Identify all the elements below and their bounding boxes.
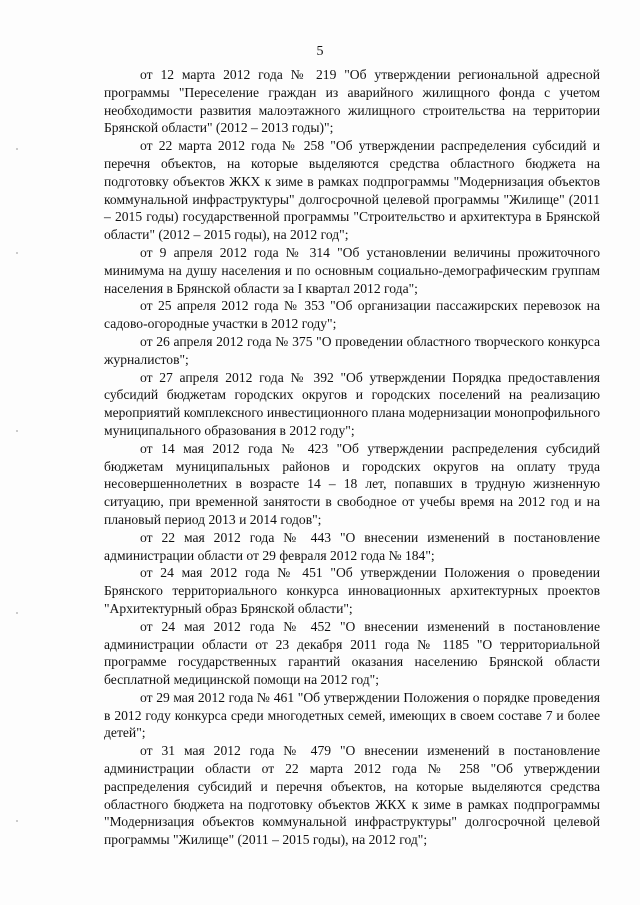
paragraph-decree-461: от 29 мая 2012 года № 461 "Об утверждении Положения о порядке проведения в 2012 году конкурса среди многодетных семей, имеющих в своем составе 7 и более детей"; — [104, 689, 600, 741]
paragraph-decree-258: от 22 марта 2012 года № 258 "Об утверждении распределения субсидий и перечня объектов, на которые выделяются средства областного бюджета на подготовку объектов ЖКХ к зиме в рамках подпрограммы "Модернизация объектов коммунальной инфраструктуры" долгосрочной целевой программы "Жилище" (2011 – 2015 годы) государственной программы "Строительство и архитектура в Брянской области" (2012 – 2015 годы), на 2012 год"; — [104, 138, 600, 243]
paragraph-decree-423: от 14 мая 2012 года № 423 "Об утверждении распределения субсидий бюджетам муниципальных районов и городских округов на оплату труда несовершеннолетних в возрасте 14 – 18 лет, попавших в трудную жизненную ситуацию, при временной занятости в свободное от учебы время на 2012 год и на плановый период 2013 и 2014 годов"; — [104, 440, 600, 527]
paragraph-decree-479: от 31 мая 2012 года № 479 "О внесении изменений в постановление администрации области от 22 марта 2012 года № 258 "Об утверждении распределения субсидий и перечня объектов, на которые выделяются средства областного бюджета на подготовку объектов ЖКХ к зиме в рамках подпрограммы "Модернизация объектов коммунальной инфраструктуры" долгосрочной целевой программы "Жилище" (2011 – 2015 годы), на 2012 год"; — [104, 743, 600, 848]
paragraph-decree-451: от 24 мая 2012 года № 451 "Об утверждении Положения о проведении Брянского территориального конкурса инновационных архитектурных проектов "Архитектурный образ Брянской области"; — [104, 565, 600, 616]
paragraph-decree-219: от 12 марта 2012 года № 219 "Об утверждении региональной адресной программы "Переселение граждан из аварийного жилищного фонда с учетом необходимости развития малоэтажного жилищного строительства на территории Брянской области" (2012 – 2013 годы)"; — [104, 67, 600, 136]
scan-mark — [16, 148, 18, 150]
scan-mark — [16, 612, 18, 614]
page-number: 5 — [316, 44, 324, 59]
paragraph-decree-314: от 9 апреля 2012 года № 314 "Об установлении величины прожиточного минимума на душу населения и по основным социально-демографическим группам населения в Брянской области за I квартал 2012 года"; — [104, 244, 600, 296]
paragraph-decree-443: от 22 мая 2012 года № 443 "О внесении изменений в постановление администрации области от 29 февраля 2012 года № 184"; — [104, 529, 600, 563]
scan-mark — [16, 820, 18, 822]
paragraph-decree-452: от 24 мая 2012 года № 452 "О внесении изменений в постановление администрации области от 23 декабря 2011 года № 1185 "О территориальной программе государственных гарантий оказания населению Брянской области бесплатной медицинской помощи на 2012 год"; — [104, 618, 600, 688]
scan-mark — [16, 252, 18, 254]
paragraph-decree-353: от 25 апреля 2012 года № 353 "Об организации пассажирских перевозок на садово-огородные участки в 2012 году"; — [104, 298, 600, 332]
paragraph-decree-375: от 26 апреля 2012 года № 375 "О проведении областного творческого конкурса журналистов"; — [104, 333, 600, 367]
scan-mark — [16, 430, 18, 432]
paragraph-decree-392: от 27 апреля 2012 года № 392 "Об утверждении Порядка предоставления субсидий бюджетам городских округов и городских поселений на реализацию мероприятий комплексного инвестиционного плана модернизации монопрофильного муниципального образования в 2012 году"; — [104, 369, 600, 438]
document-body — [104, 66, 600, 849]
